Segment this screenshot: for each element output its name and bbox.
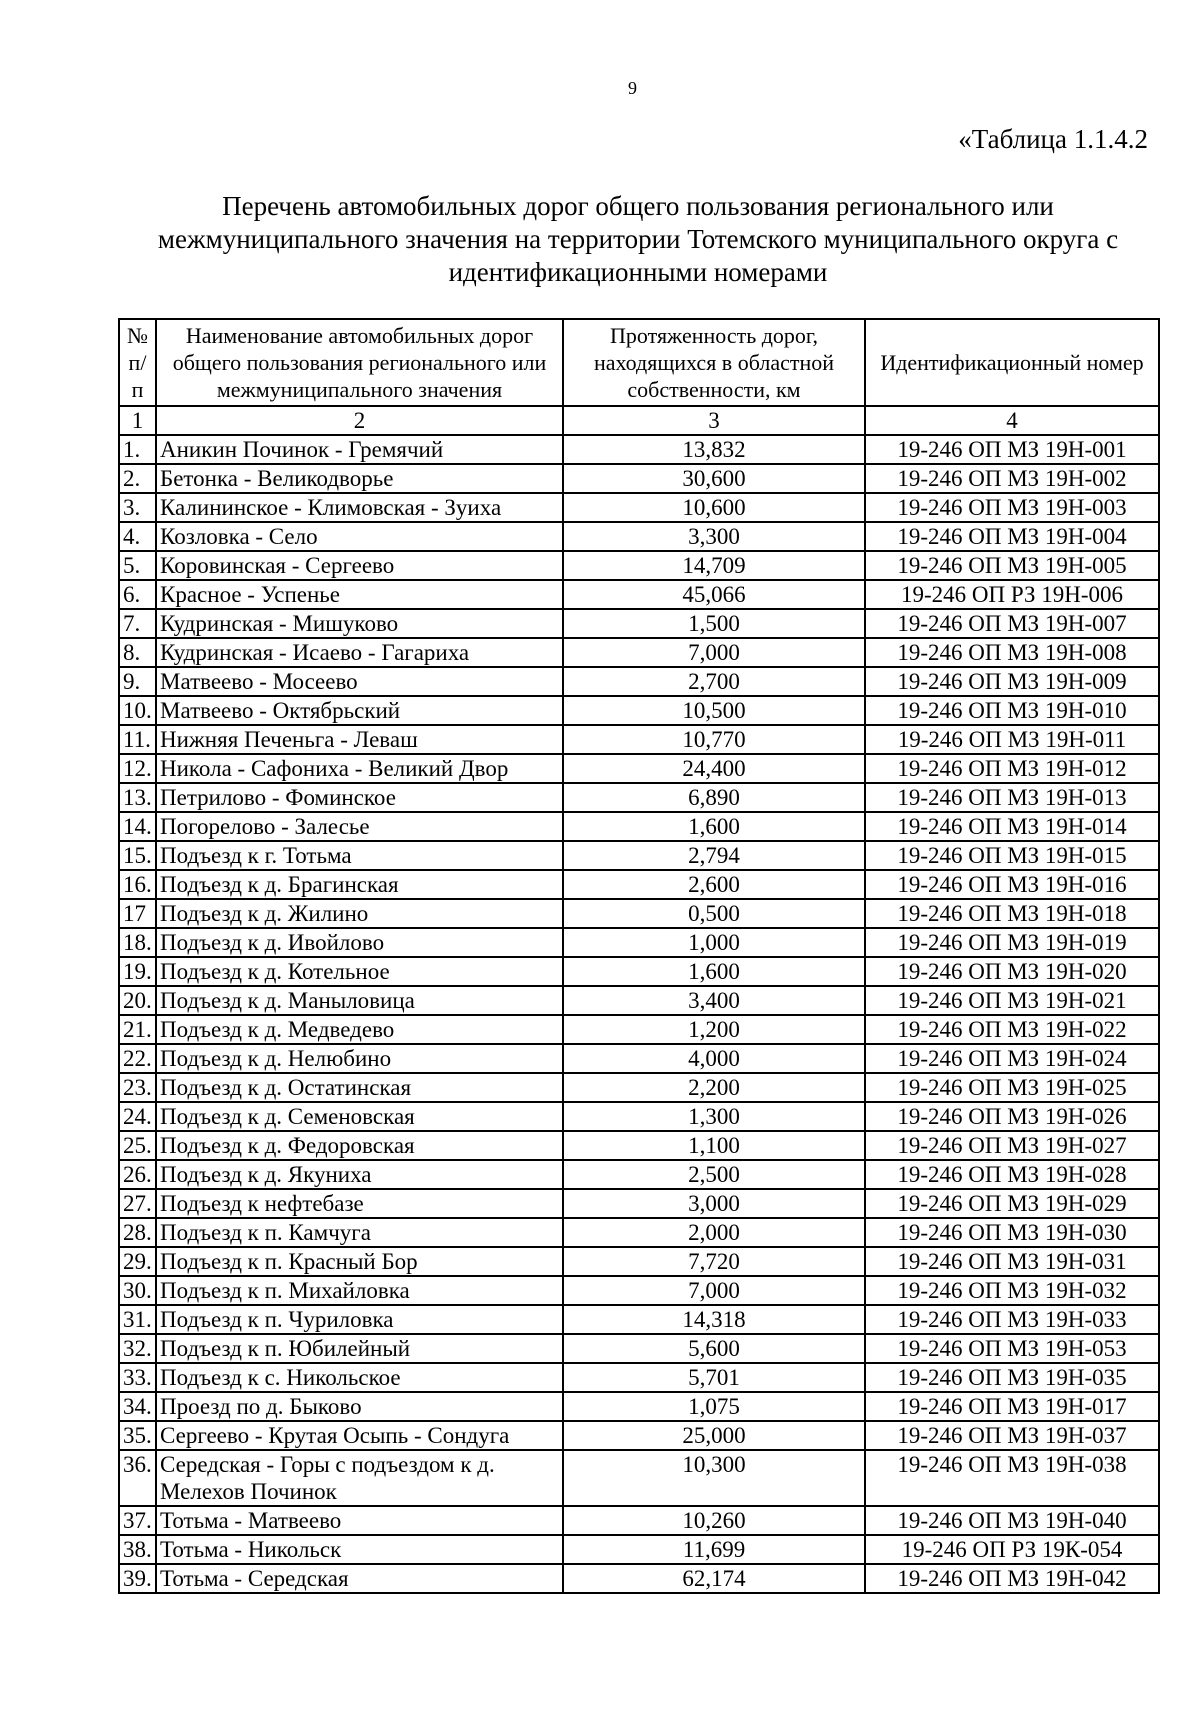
table-row [119, 638, 1159, 667]
road-length: 30,600 [563, 464, 865, 493]
road-id-number: 19-246 ОП РЗ 19К-054 [865, 1535, 1159, 1564]
column-number: 4 [865, 406, 1159, 435]
road-name: Подъезд к д. Нелюбино [156, 1044, 563, 1073]
header-id-number: Идентификационный номер [865, 319, 1159, 406]
road-length: 1,075 [563, 1392, 865, 1421]
row-number: 6. [119, 580, 156, 609]
table-row [119, 1392, 1159, 1421]
road-id-number: 19-246 ОП РЗ 19Н-006 [865, 580, 1159, 609]
row-number: 23. [119, 1073, 156, 1102]
road-name: Подъезд к д. Жилино [156, 899, 563, 928]
road-name: Подъезд к п. Юбилейный [156, 1334, 563, 1363]
table-row [119, 783, 1159, 812]
header-row [119, 319, 1159, 406]
road-length: 10,600 [563, 493, 865, 522]
road-name: Красное - Успенье [156, 580, 563, 609]
row-number: 18. [119, 928, 156, 957]
road-id-number: 19-246 ОП МЗ 19Н-033 [865, 1305, 1159, 1334]
table-row [119, 1247, 1159, 1276]
road-name: Подъезд к г. Тотьма [156, 841, 563, 870]
table-row [119, 957, 1159, 986]
table-row [119, 1102, 1159, 1131]
road-name: Подъезд к п. Чуриловка [156, 1305, 563, 1334]
header-number: № п/п [119, 319, 156, 406]
row-number: 16. [119, 870, 156, 899]
road-length: 1,100 [563, 1131, 865, 1160]
table-row [119, 986, 1159, 1015]
road-id-number: 19-246 ОП МЗ 19Н-042 [865, 1564, 1159, 1593]
table-row [119, 1160, 1159, 1189]
row-number: 14. [119, 812, 156, 841]
row-number: 34. [119, 1392, 156, 1421]
road-id-number: 19-246 ОП МЗ 19Н-022 [865, 1015, 1159, 1044]
road-length: 2,200 [563, 1073, 865, 1102]
road-length: 10,260 [563, 1506, 865, 1535]
table-row [119, 696, 1159, 725]
row-number: 21. [119, 1015, 156, 1044]
road-id-number: 19-246 ОП МЗ 19Н-008 [865, 638, 1159, 667]
row-number: 7. [119, 609, 156, 638]
table-row [119, 580, 1159, 609]
road-name: Калининское - Климовская - Зуиха [156, 493, 563, 522]
road-length: 1,200 [563, 1015, 865, 1044]
road-length: 14,709 [563, 551, 865, 580]
road-name: Подъезд к п. Красный Бор [156, 1247, 563, 1276]
row-number: 4. [119, 522, 156, 551]
page-number: 9 [628, 78, 637, 98]
row-number: 2. [119, 464, 156, 493]
table-row [119, 1334, 1159, 1363]
road-id-number: 19-246 ОП МЗ 19Н-028 [865, 1160, 1159, 1189]
road-length: 7,000 [563, 638, 865, 667]
road-name: Аникин Починок - Гремячий [156, 435, 563, 464]
table-row [119, 1276, 1159, 1305]
road-id-number: 19-246 ОП МЗ 19Н-029 [865, 1189, 1159, 1218]
column-number: 1 [119, 406, 156, 435]
road-name: Козловка - Село [156, 522, 563, 551]
road-length: 7,000 [563, 1276, 865, 1305]
road-name: Тотьма - Середская [156, 1564, 563, 1593]
road-name: Подъезд к д. Котельное [156, 957, 563, 986]
road-id-number: 19-246 ОП МЗ 19Н-007 [865, 609, 1159, 638]
table-row [119, 609, 1159, 638]
road-name: Проезд по д. Быково [156, 1392, 563, 1421]
road-length: 10,770 [563, 725, 865, 754]
table-row [119, 667, 1159, 696]
table-row [119, 1535, 1159, 1564]
road-name: Погорелово - Залесье [156, 812, 563, 841]
road-id-number: 19-246 ОП МЗ 19Н-001 [865, 435, 1159, 464]
table-row [119, 493, 1159, 522]
table-row [119, 551, 1159, 580]
row-number: 24. [119, 1102, 156, 1131]
road-name: Подъезд к нефтебазе [156, 1189, 563, 1218]
road-name: Тотьма - Матвеево [156, 1506, 563, 1535]
road-id-number: 19-246 ОП МЗ 19Н-019 [865, 928, 1159, 957]
table-row [119, 435, 1159, 464]
row-number: 39. [119, 1564, 156, 1593]
table-row [119, 1450, 1159, 1506]
road-length: 7,720 [563, 1247, 865, 1276]
table-row [119, 1305, 1159, 1334]
table-row [119, 464, 1159, 493]
road-length: 10,300 [563, 1450, 865, 1506]
road-id-number: 19-246 ОП МЗ 19Н-017 [865, 1392, 1159, 1421]
table-row [119, 1073, 1159, 1102]
road-length: 62,174 [563, 1564, 865, 1593]
road-id-number: 19-246 ОП МЗ 19Н-020 [865, 957, 1159, 986]
road-id-number: 19-246 ОП МЗ 19Н-012 [865, 754, 1159, 783]
road-name: Подъезд к д. Ивойлово [156, 928, 563, 957]
table-row [119, 870, 1159, 899]
row-number: 3. [119, 493, 156, 522]
road-length: 2,700 [563, 667, 865, 696]
row-number: 26. [119, 1160, 156, 1189]
table-row [119, 1564, 1159, 1593]
road-name: Нижняя Печеньга - Леваш [156, 725, 563, 754]
road-name: Подъезд к п. Михайловка [156, 1276, 563, 1305]
road-name: Сергеево - Крутая Осыпь - Сондуга [156, 1421, 563, 1450]
row-number: 11. [119, 725, 156, 754]
road-id-number: 19-246 ОП МЗ 19Н-002 [865, 464, 1159, 493]
table-row [119, 754, 1159, 783]
road-name: Подъезд к п. Камчуга [156, 1218, 563, 1247]
road-id-number: 19-246 ОП МЗ 19Н-013 [865, 783, 1159, 812]
road-id-number: 19-246 ОП МЗ 19Н-037 [865, 1421, 1159, 1450]
table-row [119, 841, 1159, 870]
table-row [119, 899, 1159, 928]
row-number: 25. [119, 1131, 156, 1160]
roads-table [118, 318, 1160, 1594]
road-length: 25,000 [563, 1421, 865, 1450]
road-id-number: 19-246 ОП МЗ 19Н-005 [865, 551, 1159, 580]
road-name: Подъезд к д. Федоровская [156, 1131, 563, 1160]
road-id-number: 19-246 ОП МЗ 19Н-010 [865, 696, 1159, 725]
road-id-number: 19-246 ОП МЗ 19Н-035 [865, 1363, 1159, 1392]
table-row [119, 812, 1159, 841]
road-name: Подъезд к д. Якуниха [156, 1160, 563, 1189]
table-row [119, 1218, 1159, 1247]
road-name: Подъезд к д. Семеновская [156, 1102, 563, 1131]
row-number: 33. [119, 1363, 156, 1392]
road-length: 5,701 [563, 1363, 865, 1392]
row-number: 27. [119, 1189, 156, 1218]
row-number: 9. [119, 667, 156, 696]
road-length: 2,600 [563, 870, 865, 899]
road-id-number: 19-246 ОП МЗ 19Н-031 [865, 1247, 1159, 1276]
column-number: 3 [563, 406, 865, 435]
road-name: Тотьма - Никольск [156, 1535, 563, 1564]
road-length: 11,699 [563, 1535, 865, 1564]
road-length: 5,600 [563, 1334, 865, 1363]
road-name: Подъезд к д. Брагинская [156, 870, 563, 899]
road-id-number: 19-246 ОП МЗ 19Н-030 [865, 1218, 1159, 1247]
road-id-number: 19-246 ОП МЗ 19Н-011 [865, 725, 1159, 754]
road-length: 45,066 [563, 580, 865, 609]
road-length: 3,000 [563, 1189, 865, 1218]
road-id-number: 19-246 ОП МЗ 19Н-009 [865, 667, 1159, 696]
road-id-number: 19-246 ОП МЗ 19Н-014 [865, 812, 1159, 841]
road-name: Матвеево - Октябрьский [156, 696, 563, 725]
road-id-number: 19-246 ОП МЗ 19Н-016 [865, 870, 1159, 899]
row-number: 29. [119, 1247, 156, 1276]
road-id-number: 19-246 ОП МЗ 19Н-038 [865, 1450, 1159, 1506]
table-row [119, 725, 1159, 754]
road-name: Коровинская - Сергеево [156, 551, 563, 580]
road-length: 3,400 [563, 986, 865, 1015]
road-name: Матвеево - Мосеево [156, 667, 563, 696]
header-road-name: Наименование автомобильных дорог общего пользования регионального или межмуниципального значения [156, 319, 563, 406]
road-length: 10,500 [563, 696, 865, 725]
row-number: 28. [119, 1218, 156, 1247]
road-name: Кудринская - Мишуково [156, 609, 563, 638]
road-id-number: 19-246 ОП МЗ 19Н-053 [865, 1334, 1159, 1363]
road-length: 24,400 [563, 754, 865, 783]
row-number: 30. [119, 1276, 156, 1305]
row-number: 20. [119, 986, 156, 1015]
row-number: 5. [119, 551, 156, 580]
road-length: 2,000 [563, 1218, 865, 1247]
row-number: 32. [119, 1334, 156, 1363]
road-name: Бетонка - Великодворье [156, 464, 563, 493]
road-length: 13,832 [563, 435, 865, 464]
row-number: 36. [119, 1450, 156, 1506]
road-id-number: 19-246 ОП МЗ 19Н-004 [865, 522, 1159, 551]
road-length: 4,000 [563, 1044, 865, 1073]
row-number: 31. [119, 1305, 156, 1334]
table-row [119, 1506, 1159, 1535]
road-length: 1,300 [563, 1102, 865, 1131]
road-id-number: 19-246 ОП МЗ 19Н-018 [865, 899, 1159, 928]
table-row [119, 1015, 1159, 1044]
table-row [119, 1421, 1159, 1450]
road-name: Подъезд к с. Никольское [156, 1363, 563, 1392]
table-row [119, 928, 1159, 957]
road-id-number: 19-246 ОП МЗ 19Н-026 [865, 1102, 1159, 1131]
road-length: 14,318 [563, 1305, 865, 1334]
road-id-number: 19-246 ОП МЗ 19Н-003 [865, 493, 1159, 522]
row-number: 17 [119, 899, 156, 928]
road-id-number: 19-246 ОП МЗ 19Н-015 [865, 841, 1159, 870]
road-id-number: 19-246 ОП МЗ 19Н-040 [865, 1506, 1159, 1535]
row-number: 37. [119, 1506, 156, 1535]
row-number: 19. [119, 957, 156, 986]
road-name: Петрилово - Фоминское [156, 783, 563, 812]
road-length: 2,500 [563, 1160, 865, 1189]
road-name: Подъезд к д. Остатинская [156, 1073, 563, 1102]
road-name: Середская - Горы с подъездом к д. Мелехов Починок [156, 1450, 563, 1506]
road-id-number: 19-246 ОП МЗ 19Н-024 [865, 1044, 1159, 1073]
road-id-number: 19-246 ОП МЗ 19Н-032 [865, 1276, 1159, 1305]
road-length: 1,600 [563, 812, 865, 841]
road-length: 1,000 [563, 928, 865, 957]
column-numbers-row [119, 406, 1159, 435]
row-number: 10. [119, 696, 156, 725]
road-id-number: 19-246 ОП МЗ 19Н-027 [865, 1131, 1159, 1160]
column-number: 2 [156, 406, 563, 435]
road-name: Подъезд к д. Маныловица [156, 986, 563, 1015]
header-length: Протяженность дорог, находящихся в областной собственности, км [563, 319, 865, 406]
row-number: 22. [119, 1044, 156, 1073]
road-length: 2,794 [563, 841, 865, 870]
row-number: 12. [119, 754, 156, 783]
row-number: 15. [119, 841, 156, 870]
road-name: Никола - Сафониха - Великий Двор [156, 754, 563, 783]
table-row [119, 522, 1159, 551]
road-length: 1,500 [563, 609, 865, 638]
table-row [119, 1189, 1159, 1218]
road-name: Кудринская - Исаево - Гагариха [156, 638, 563, 667]
row-number: 35. [119, 1421, 156, 1450]
table-body [119, 435, 1159, 1593]
road-length: 1,600 [563, 957, 865, 986]
road-length: 3,300 [563, 522, 865, 551]
table-row [119, 1363, 1159, 1392]
row-number: 13. [119, 783, 156, 812]
road-id-number: 19-246 ОП МЗ 19Н-025 [865, 1073, 1159, 1102]
document-title: Перечень автомобильных дорог общего пользования регионального или межмуниципального значения на территории Тотемского муниципального округа с идентификационными номерами [157, 191, 1119, 287]
road-length: 6,890 [563, 783, 865, 812]
road-id-number: 19-246 ОП МЗ 19Н-021 [865, 986, 1159, 1015]
row-number: 8. [119, 638, 156, 667]
table-label: «Таблица 1.1.4.2 [958, 124, 1148, 154]
row-number: 38. [119, 1535, 156, 1564]
row-number: 1. [119, 435, 156, 464]
table-row [119, 1131, 1159, 1160]
table-row [119, 1044, 1159, 1073]
road-name: Подъезд к д. Медведево [156, 1015, 563, 1044]
road-length: 0,500 [563, 899, 865, 928]
